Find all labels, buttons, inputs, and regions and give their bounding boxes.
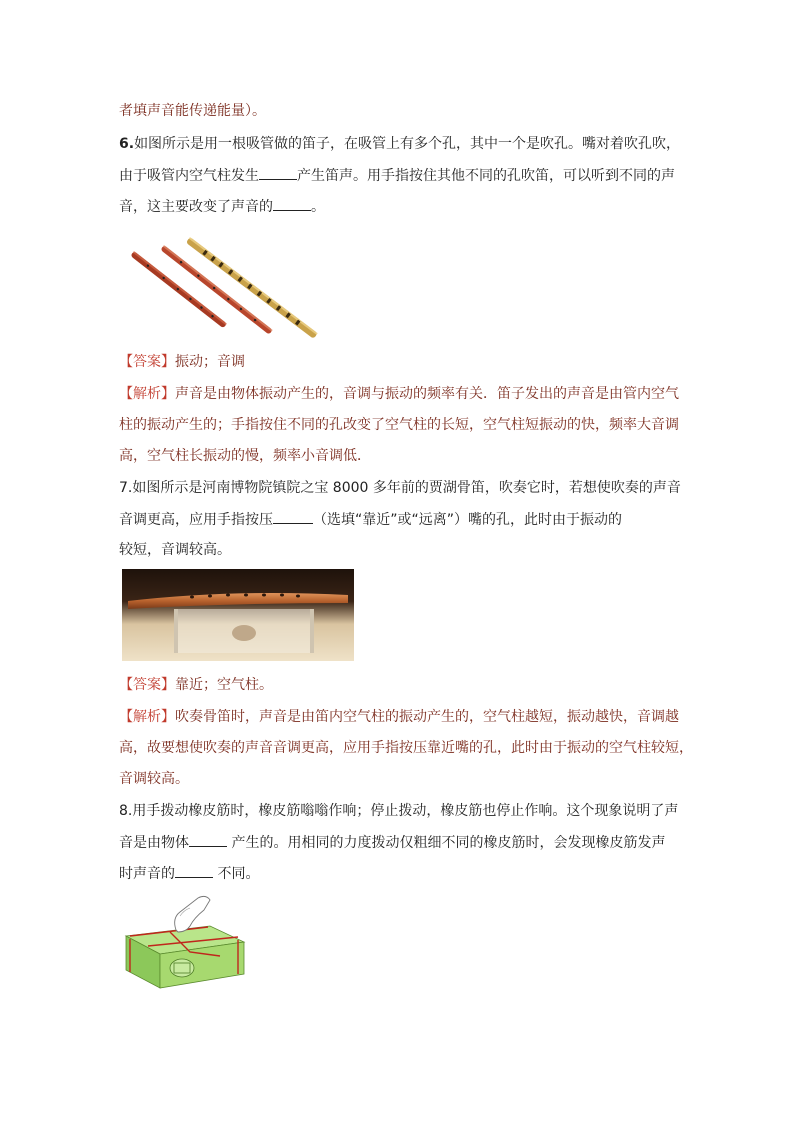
text: 振动；音调: [175, 354, 245, 370]
text: 如图所示是用一根吸管做的笛子，在吸管上有多个孔，其中一个是吹孔。嘴对着吹孔吹，: [134, 136, 681, 152]
q6-answer: [119, 352, 245, 372]
q8-line-1: [119, 801, 678, 821]
q8-number: 8.: [119, 803, 133, 819]
q7-explanation-line-1: [119, 707, 679, 727]
text: 用手拨动橡皮筋时，橡皮筋嗡嗡作响；停止拨动，橡皮筋也停止作响。这个现象说明了声: [132, 803, 679, 819]
q6-line-3: [119, 196, 325, 217]
text: 高，故要想使吹奏的声音音调更高，应用手指按压靠近嘴的孔，此时由于振动的空气柱较短，: [119, 740, 693, 756]
text: 音，这主要改变了声音的: [119, 199, 273, 215]
answer-tag: 【答案】: [119, 354, 175, 370]
blank: [189, 832, 227, 847]
q7-explanation-line-2: [119, 738, 693, 758]
q6-line-2: [119, 165, 675, 186]
q7-explanation-line-3: [119, 769, 189, 789]
text: 产生笛声。用手指按住其他不同的孔吹笛，可以听到不同的声: [297, 168, 675, 184]
text: 由于吸管内空气柱发生: [119, 168, 259, 184]
text: 靠近；空气柱。: [175, 677, 273, 693]
text: 柱的振动产生的；手指按住不同的孔改变了空气柱的长短，空气柱短振动的快，频率大音调: [119, 417, 679, 433]
q8-line-2: [119, 832, 665, 853]
text: 高，空气柱长振动的慢，频率小音调低．: [119, 448, 371, 464]
text: 不同。: [213, 866, 260, 882]
text: 者填声音能传递能量）。: [119, 103, 266, 119]
blank: [175, 863, 213, 878]
previous-answer-tail: [119, 101, 266, 121]
text: 音是由物体: [119, 835, 189, 851]
text: 较短，音调较高。: [119, 542, 231, 558]
q7-line-3: [119, 540, 231, 560]
q6-line-1: [119, 134, 680, 154]
q8-line-3: [119, 863, 259, 884]
q6-explanation-line-1: [119, 384, 679, 404]
q7-line-1: [119, 478, 681, 498]
text: 音调较高。: [119, 771, 189, 787]
rubber-band-box-image: [120, 892, 250, 992]
q7-line-2: [119, 509, 622, 530]
text: 。: [311, 199, 325, 215]
explanation-tag: 【解析】: [119, 386, 175, 402]
straw-flutes-image: [120, 233, 332, 339]
q6-number: 6.: [119, 136, 135, 152]
q6-explanation-line-2: [119, 415, 679, 435]
text: 吹奏骨笛时，声音是由笛内空气柱的振动产生的，空气柱越短，振动越快，音调越: [175, 709, 679, 725]
blank: [259, 165, 297, 180]
q7-number: 7.: [119, 480, 133, 496]
explanation-tag: 【解析】: [119, 709, 175, 725]
answer-tag: 【答案】: [119, 677, 175, 693]
text: 声音是由物体振动产生的，音调与振动的频率有关．笛子发出的声音是由管内空气: [175, 386, 679, 402]
jiahu-bone-flute-image: [122, 569, 354, 661]
text: 时声音的: [119, 866, 175, 882]
text: 音调更高，应用手指按压: [119, 512, 273, 528]
text: 产生的。用相同的力度拨动仅粗细不同的橡皮筋时，会发现橡皮筋发声: [227, 835, 666, 851]
q6-explanation-line-3: [119, 446, 371, 466]
text: （选填“靠近”或“远离”）嘴的孔，此时由于振动的: [313, 512, 623, 528]
q7-answer: [119, 675, 273, 695]
text: 如图所示是河南博物院镇院之宝 8000 多年前的贾湖骨笛，吹奏它时，若想使吹奏的声音: [132, 480, 681, 496]
blank: [273, 196, 311, 211]
blank: [273, 509, 313, 524]
